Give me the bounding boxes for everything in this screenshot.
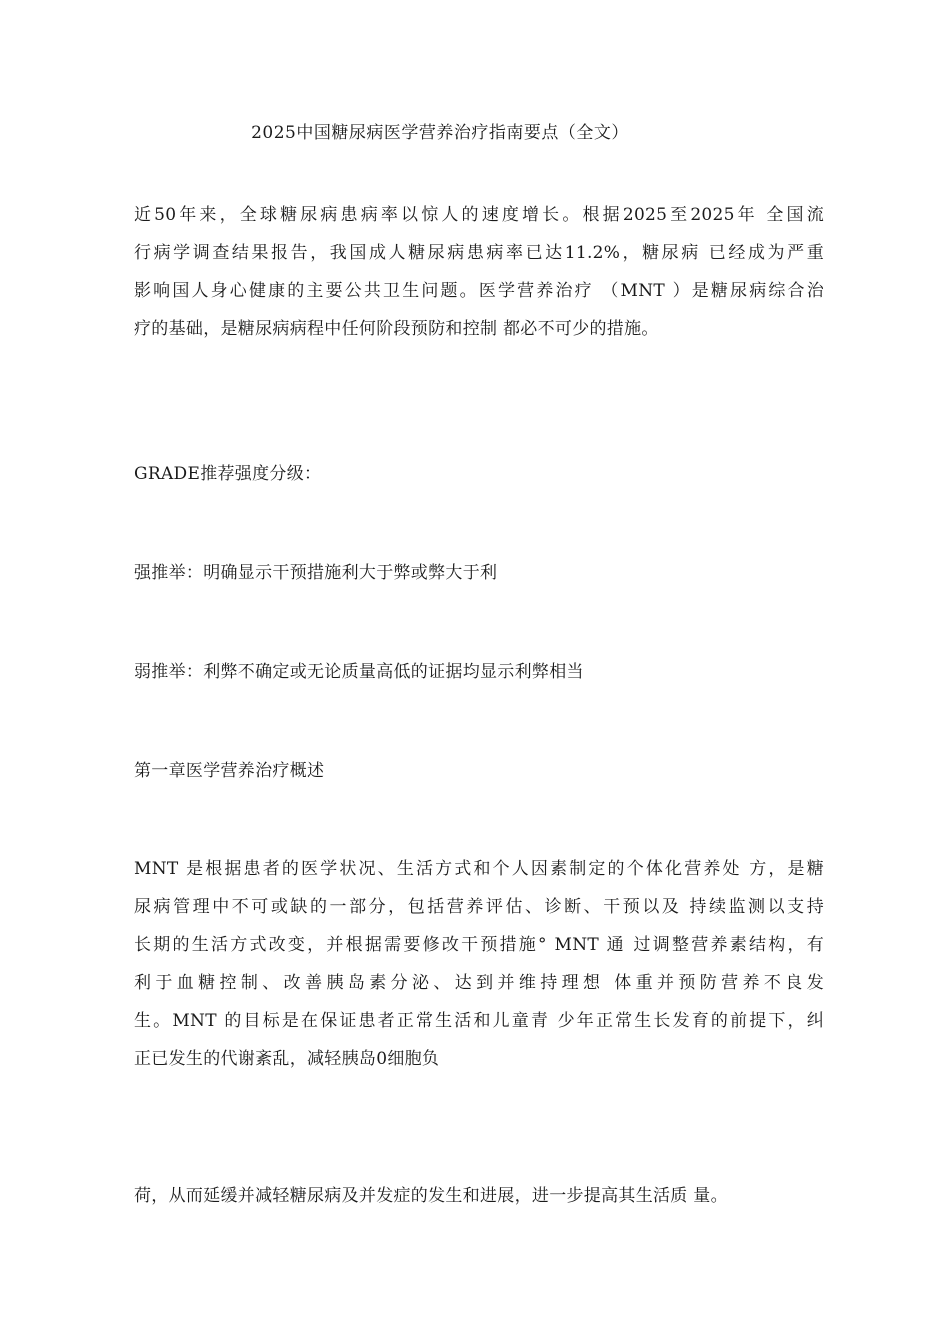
mnt-line-1: MNT 是根据患者的医学状况、生活方式和个人因素制定的个体化营养处 方，是糖 [134,859,824,879]
intro-line-1: 近50年来，全球糖尿病患病率以惊人的速度增长。根据2025至2025年 全国流 [134,205,824,225]
intro-line-2: 行病学调查结果报告，我国成人糖尿病患病率已达11.2%，糖尿病 已经成为严重 [134,243,824,263]
mnt-line-6: 正已发生的代谢紊乱，减轻胰岛0细胞负 [134,1049,440,1069]
intro-line-3: 影响国人身心健康的主要公共卫生问题。医学营养治疗 （MNT ）是糖尿病综合治 [134,281,824,301]
chapter-heading: 第一章医学营养治疗概述 [134,761,325,781]
mnt-line-5: 生。MNT 的目标是在保证患者正常生活和儿童青 少年正常生长发育的前提下，纠 [134,1011,824,1031]
weak-recommendation: 弱推举：利弊不确定或无论质量高低的证据均显示利弊相当 [134,662,584,682]
final-line: 荷，从而延缓并减轻糖尿病及并发症的发生和进展，进一步提高其生活质 量。 [134,1186,728,1206]
mnt-line-3: 长期的生活方式改变，并根据需要修改干预措施° MNT 通 过调整营养素结构，有 [134,935,824,955]
mnt-line-4: 利于血糖控制、改善胰岛素分泌、达到并维持理想 体重并预防营养不良发 [134,973,824,993]
mnt-paragraph [134,850,824,1078]
strong-recommendation: 强推举：明确显示干预措施利大于弊或弊大于利 [134,563,498,583]
document-title: 2025中国糖尿病医学营养治疗指南要点（全文） [251,123,629,143]
intro-line-4: 疗的基础，是糖尿病病程中任何阶段预防和控制 都必不可少的措施。 [134,319,659,339]
mnt-line-2: 尿病管理中不可或缺的一部分，包括营养评估、诊断、干预以及 持续监测以支持 [134,897,824,917]
grade-heading: GRADE推荐强度分级： [134,464,322,484]
intro-paragraph [134,196,824,348]
